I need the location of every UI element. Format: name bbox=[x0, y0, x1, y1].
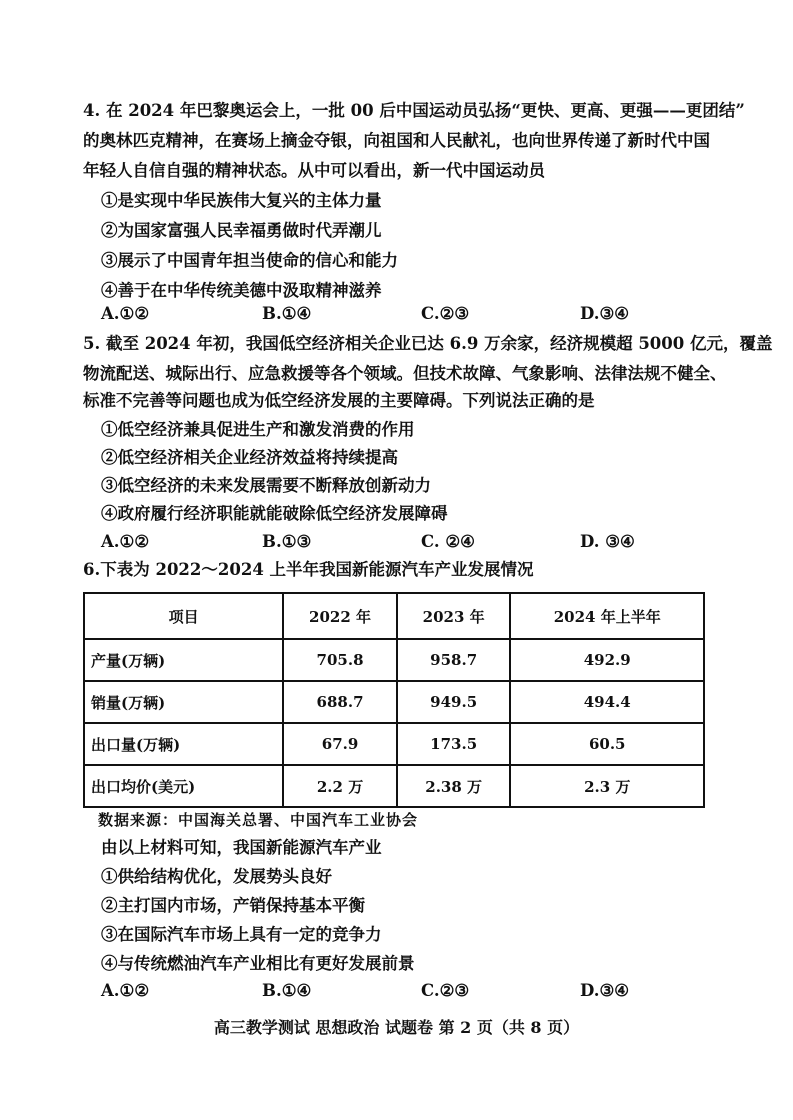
q6-item-4: ④与传统燃油汽车产业相比有更好发展前景 bbox=[101, 954, 415, 973]
table-cell: 2.38 万 bbox=[397, 765, 511, 807]
q4-option-b: B.①④ bbox=[262, 304, 312, 323]
q5-stem-line-2: 物流配送、城际出行、应急救援等各个领域。但技术故障、气象影响、法律法规不健全、 bbox=[83, 364, 727, 383]
table-cell: 67.9 bbox=[283, 723, 397, 765]
q5-option-c: C. ②④ bbox=[421, 532, 475, 551]
table-cell: 494.4 bbox=[510, 681, 704, 723]
q6-title: 6.下表为 2022～2024 上半年我国新能源汽车产业发展情况 bbox=[83, 560, 534, 579]
table-header-cell: 项目 bbox=[84, 593, 283, 639]
table-cell: 出口量(万辆) bbox=[84, 723, 283, 765]
q5-item-3: ③低空经济的未来发展需要不断释放创新动力 bbox=[101, 476, 431, 495]
q5-stem-line-1: 5. 截至 2024 年初，我国低空经济相关企业已达 6.9 万余家，经济规模超 5000 亿元，覆盖 bbox=[83, 334, 773, 353]
table-header-cell: 2022 年 bbox=[283, 593, 397, 639]
q4-item-2: ②为国家富强人民幸福勇做时代弄潮儿 bbox=[101, 221, 382, 240]
table-cell: 产量(万辆) bbox=[84, 639, 283, 681]
ev-industry-table bbox=[83, 592, 705, 808]
table-cell: 949.5 bbox=[397, 681, 511, 723]
q6-item-2: ②主打国内市场，产销保持基本平衡 bbox=[101, 896, 365, 915]
q4-stem-line-3: 年轻人自信自强的精神状态。从中可以看出，新一代中国运动员 bbox=[83, 161, 545, 180]
q5-option-b: B.①③ bbox=[262, 532, 312, 551]
table-cell: 958.7 bbox=[397, 639, 511, 681]
table-row bbox=[84, 639, 704, 681]
q4-item-3: ③展示了中国青年担当使命的信心和能力 bbox=[101, 251, 398, 270]
table-row bbox=[84, 765, 704, 807]
table-cell: 出口均价(美元) bbox=[84, 765, 283, 807]
table-row bbox=[84, 681, 704, 723]
table-header-cell: 2024 年上半年 bbox=[510, 593, 704, 639]
q4-item-1: ①是实现中华民族伟大复兴的主体力量 bbox=[101, 191, 382, 210]
table-cell: 705.8 bbox=[283, 639, 397, 681]
q5-option-d: D. ③④ bbox=[580, 532, 635, 551]
q5-item-1: ①低空经济兼具促进生产和激发消费的作用 bbox=[101, 420, 415, 439]
q6-stem: 由以上材料可知，我国新能源汽车产业 bbox=[101, 838, 382, 857]
q4-stem-line-2: 的奥林匹克精神，在赛场上摘金夺银，向祖国和人民献礼，也向世界传递了新时代中国 bbox=[83, 131, 710, 150]
q5-stem-line-3: 标准不完善等问题也成为低空经济发展的主要障碍。下列说法正确的是 bbox=[83, 391, 595, 410]
q6-option-b: B.①④ bbox=[262, 981, 312, 1000]
q5-item-4: ④政府履行经济职能就能破除低空经济发展障碍 bbox=[101, 504, 448, 523]
q5-item-2: ②低空经济相关企业经济效益将持续提高 bbox=[101, 448, 398, 467]
table-cell: 2.2 万 bbox=[283, 765, 397, 807]
data-source-note: 数据来源：中国海关总署、中国汽车工业协会 bbox=[98, 811, 419, 829]
q6-item-3: ③在国际汽车市场上具有一定的竞争力 bbox=[101, 925, 382, 944]
q4-stem-line-1: 4. 在 2024 年巴黎奥运会上，一批 00 后中国运动员弘扬“更快、更高、更强——更团结” bbox=[83, 101, 745, 120]
table-cell: 2.3 万 bbox=[510, 765, 704, 807]
q6-option-a: A.①② bbox=[101, 981, 150, 1000]
table-header-row bbox=[84, 593, 704, 639]
table-cell: 173.5 bbox=[397, 723, 511, 765]
table-row bbox=[84, 723, 704, 765]
table-cell: 688.7 bbox=[283, 681, 397, 723]
q4-option-a: A.①② bbox=[101, 304, 150, 323]
table-header-cell: 2023 年 bbox=[397, 593, 511, 639]
q5-option-a: A.①② bbox=[101, 532, 150, 551]
page-footer: 高三教学测试 思想政治 试题卷 第 2 页（共 8 页） bbox=[213, 1018, 580, 1037]
q6-option-c: C.②③ bbox=[421, 981, 470, 1000]
q4-option-d: D.③④ bbox=[580, 304, 630, 323]
table-cell: 60.5 bbox=[510, 723, 704, 765]
q4-option-c: C.②③ bbox=[421, 304, 470, 323]
q4-item-4: ④善于在中华传统美德中汲取精神滋养 bbox=[101, 281, 382, 300]
table-cell: 492.9 bbox=[510, 639, 704, 681]
q6-item-1: ①供给结构优化，发展势头良好 bbox=[101, 867, 332, 886]
q6-option-d: D.③④ bbox=[580, 981, 630, 1000]
table-cell: 销量(万辆) bbox=[84, 681, 283, 723]
